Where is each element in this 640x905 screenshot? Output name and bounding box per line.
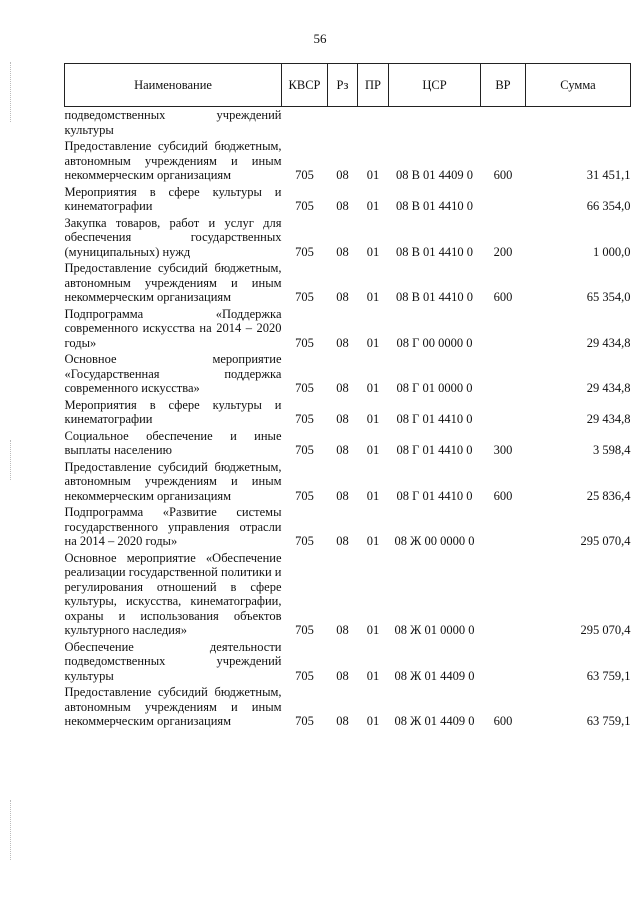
row-sum (526, 107, 631, 139)
row-rz: 08 (336, 623, 349, 637)
row-pr: 01 (366, 488, 380, 503)
row-csr: 08 Г 01 4410 0 (396, 412, 473, 426)
row-vr (481, 306, 526, 352)
row-sum: 63 759,1 (586, 714, 631, 728)
row-name: Подпрограмма «Поддержка современного искусства на 2014 – 2020 годы» (64, 306, 282, 350)
row-vr: 300 (493, 443, 513, 457)
table-body (65, 107, 631, 730)
table-row (65, 639, 631, 685)
row-vr: 600 (493, 488, 513, 503)
table-row (65, 504, 631, 550)
row-rz: 08 (336, 244, 349, 259)
row-name: Мероприятия в сфере культуры и кинематографии (64, 397, 282, 426)
table-row (65, 306, 631, 352)
row-sum: 63 759,1 (586, 668, 631, 683)
row-pr: 01 (366, 623, 380, 637)
row-csr: 08 В 01 4410 0 (395, 199, 474, 213)
row-kvsr: 705 (295, 244, 314, 259)
row-pr: 01 (366, 244, 380, 259)
row-name: Основное мероприятие «Обеспечение реализации государственной политики и регулирования отношений в сфере культуры, искусства, кинематографии, охраны и использования объектов культурного наследия» (64, 550, 282, 637)
row-kvsr: 705 (295, 290, 314, 304)
left-margin-marks (10, 62, 12, 122)
row-vr (481, 639, 526, 685)
row-vr: 600 (493, 168, 513, 182)
row-pr: 01 (366, 381, 380, 395)
row-sum: 25 836,4 (586, 488, 631, 503)
row-sum: 29 434,8 (586, 381, 631, 395)
row-csr: 08 Г 01 4410 0 (396, 443, 473, 457)
row-csr: 08 Ж 01 4409 0 (394, 668, 475, 683)
row-sum: 65 354,0 (586, 290, 631, 304)
row-pr: 01 (366, 199, 380, 213)
row-rz: 08 (336, 668, 349, 683)
table-row (65, 260, 631, 306)
row-pr: 01 (366, 168, 380, 182)
row-csr: 08 В 01 4410 0 (395, 290, 474, 304)
row-kvsr: 705 (295, 199, 314, 213)
row-rz: 08 (336, 412, 349, 426)
row-vr: 600 (493, 290, 513, 304)
page-number: 56 (313, 31, 327, 46)
row-pr: 01 (366, 412, 380, 426)
row-vr: 200 (493, 244, 513, 259)
row-rz (328, 107, 358, 139)
column-header-csr: ЦСР (389, 64, 481, 107)
row-rz: 08 (336, 381, 349, 395)
row-csr: 08 Г 01 0000 0 (396, 381, 473, 395)
table-row (65, 428, 631, 459)
row-name: Обеспечение деятельности подведомственных учреждений культуры (64, 639, 282, 683)
left-margin-marks (10, 800, 12, 860)
row-csr (389, 107, 481, 139)
column-header-name: Наименование (65, 64, 282, 107)
row-sum: 66 354,0 (586, 199, 631, 213)
row-rz: 08 (336, 335, 349, 350)
row-sum: 295 070,4 (580, 623, 631, 637)
row-kvsr: 705 (295, 668, 314, 683)
table-row (65, 550, 631, 639)
table-row (65, 107, 631, 139)
row-pr: 01 (366, 335, 380, 350)
table-row (65, 184, 631, 215)
row-sum: 29 434,8 (586, 412, 631, 426)
row-sum: 295 070,4 (580, 534, 631, 548)
column-header-sum: Сумма (526, 64, 631, 107)
row-name: Предоставление субсидий бюджетным, автономным учреждениям и иным некоммерческим организациям (64, 459, 282, 503)
row-name: подведомственных учреждений культуры (64, 108, 282, 137)
row-csr: 08 В 01 4409 0 (395, 168, 474, 182)
row-kvsr: 705 (295, 714, 314, 728)
left-margin-marks (10, 440, 12, 480)
row-vr (481, 351, 526, 397)
row-pr: 01 (366, 668, 380, 683)
table-row (65, 397, 631, 428)
row-rz: 08 (336, 199, 349, 213)
table-row (65, 459, 631, 505)
row-vr: 600 (493, 714, 513, 728)
row-pr: 01 (366, 534, 380, 548)
row-vr (481, 504, 526, 550)
table-row (65, 684, 631, 730)
row-rz: 08 (336, 168, 349, 182)
row-csr: 08 Ж 01 0000 0 (394, 623, 475, 637)
row-csr: 08 В 01 4410 0 (395, 244, 474, 259)
row-pr: 01 (366, 443, 380, 457)
row-name: Предоставление субсидий бюджетным, автономным учреждениям и иным некоммерческим организациям (64, 685, 282, 728)
row-vr (481, 397, 526, 428)
row-csr: 08 Ж 00 0000 0 (394, 534, 475, 548)
column-header-rz: Рз (328, 64, 358, 107)
row-csr: 08 Ж 01 4409 0 (394, 714, 475, 728)
row-pr: 01 (366, 714, 380, 728)
row-sum: 3 598,4 (593, 443, 631, 457)
row-rz: 08 (336, 443, 349, 457)
row-pr: 01 (366, 290, 380, 304)
row-kvsr: 705 (295, 412, 314, 426)
row-name: Закупка товаров, работ и услуг для обеспечения государственных (муниципальных) нужд (64, 215, 282, 259)
row-kvsr: 705 (295, 443, 314, 457)
table-row (65, 138, 631, 184)
row-rz: 08 (336, 534, 349, 548)
row-kvsr: 705 (295, 488, 314, 503)
row-kvsr (282, 107, 328, 139)
row-kvsr: 705 (295, 168, 314, 182)
row-kvsr: 705 (295, 534, 314, 548)
row-csr: 08 Г 01 4410 0 (396, 488, 473, 503)
row-vr (481, 184, 526, 215)
table-header (65, 64, 631, 107)
budget-table (64, 63, 631, 730)
row-sum: 29 434,8 (586, 335, 631, 350)
row-sum: 1 000,0 (593, 244, 631, 259)
column-header-pr: ПР (358, 64, 389, 107)
row-kvsr: 705 (295, 381, 314, 395)
row-rz: 08 (336, 290, 349, 304)
column-header-kvsr: КВСР (282, 64, 328, 107)
table-row (65, 215, 631, 261)
row-vr (481, 550, 526, 639)
row-csr: 08 Г 00 0000 0 (396, 335, 473, 350)
row-kvsr: 705 (295, 335, 314, 350)
row-vr (481, 107, 526, 139)
row-rz: 08 (336, 488, 349, 503)
row-name: Предоставление субсидий бюджетным, автономным учреждениям и иным некоммерческим организациям (64, 261, 282, 304)
row-name: Социальное обеспечение и иные выплаты населению (64, 428, 282, 457)
row-rz: 08 (336, 714, 349, 728)
row-kvsr: 705 (295, 623, 314, 637)
row-name: Предоставление субсидий бюджетным, автономным учреждениям и иным некоммерческим организациям (64, 139, 282, 182)
row-name: Мероприятия в сфере культуры и кинематографии (64, 184, 282, 213)
row-pr (358, 107, 389, 139)
row-name: Подпрограмма «Развитие системы государственного управления отрасли на 2014 – 2020 годы» (64, 505, 282, 548)
table-row (65, 351, 631, 397)
row-sum: 31 451,1 (586, 168, 631, 182)
row-name: Основное мероприятие «Государственная поддержка современного искусства» (64, 352, 282, 395)
column-header-vr: ВР (481, 64, 526, 107)
